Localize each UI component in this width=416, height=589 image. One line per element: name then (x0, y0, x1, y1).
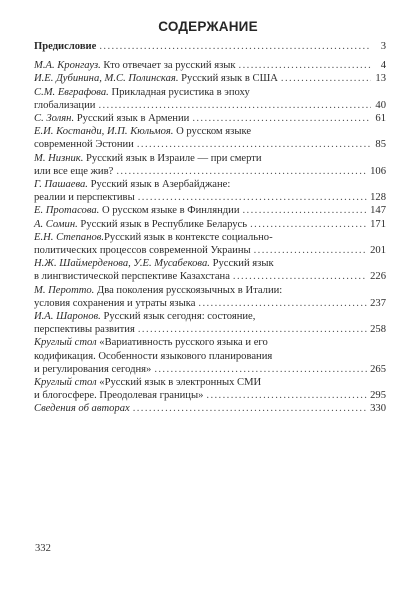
entry-author: С.М. Евграфова. (34, 86, 109, 98)
entry-page-number: 171 (370, 218, 386, 230)
entry-page-number: 147 (370, 205, 386, 217)
toc-entry (34, 284, 386, 310)
entry-page-number: 4 (380, 60, 386, 72)
leader-dots (98, 99, 371, 112)
entry-title: О русском языке (176, 126, 252, 138)
page-number: 332 (35, 543, 51, 554)
entry-page-number: 85 (375, 139, 386, 151)
toc-entry (34, 231, 386, 257)
entry-title: Русский язык в Республике Беларусь (80, 218, 248, 230)
toc-entry (34, 72, 386, 85)
toc-entry (34, 152, 386, 178)
leader-dots (138, 323, 367, 336)
entry-author: Е. Протасова. (34, 205, 100, 217)
entry-title-continued: или все еще жив? (34, 165, 114, 177)
entry-author: М. Перотто. (34, 284, 95, 296)
entry-title-continued: политических процессов современной Украины (34, 245, 251, 257)
entry-author: Круглый стол (34, 337, 97, 349)
entry-title: Русский язык в Азербайджане: (90, 179, 231, 191)
page-title: СОДЕРЖАНИЕ (158, 19, 258, 34)
entry-title: Предисловие (34, 41, 97, 52)
leader-dots (243, 204, 368, 217)
entry-page-number: 128 (370, 192, 386, 204)
entry-title: Русский язык в Израиле — при смерти (86, 152, 262, 164)
toc-entry (34, 218, 386, 231)
entry-title-continued: и регулирования сегодня» (34, 363, 152, 375)
entry-title-continued: современной Эстонии (34, 139, 134, 151)
entry-title: Кто отвечает за русский язык (103, 60, 236, 72)
entry-title-continued: условия сохранения и утраты языка (34, 297, 196, 309)
entry-title: Русский язык сегодня: состояние, (103, 311, 256, 323)
leader-dots (233, 270, 367, 283)
leader-dots (116, 165, 367, 178)
entry-page-number: 3 (380, 41, 386, 52)
entry-page-number: 201 (370, 245, 386, 257)
entry-page-number: 258 (370, 324, 386, 336)
toc-entry (34, 257, 386, 283)
leader-dots (206, 389, 367, 402)
entry-page-number: 226 (370, 271, 386, 283)
entry-page-number: 330 (370, 403, 386, 415)
leader-dots (192, 112, 371, 125)
leader-dots (138, 191, 367, 204)
entry-title-continued: и блогосфере. Преодолевая границы» (34, 390, 204, 402)
entry-title: Два поколения русскоязычных в Италии: (96, 284, 283, 296)
entry-title: Русский язык в контексте социально- (104, 231, 273, 243)
entry-title-continued: в лингвистической перспективе Казахстана (34, 271, 230, 283)
entry-title: Русский язык (212, 258, 274, 270)
entry-title-continued: реалии и перспективы (34, 192, 135, 204)
leader-dots (99, 40, 371, 53)
leader-dots (198, 297, 367, 310)
entry-title-continued: перспективы развития (34, 324, 135, 336)
entry-title-continued: кодификация. Особенности языкового планирования (34, 350, 273, 362)
entry-page-number: 265 (370, 363, 386, 375)
leader-dots (137, 138, 371, 151)
toc-entry (34, 310, 386, 336)
entry-author: М. Низник. (34, 152, 84, 164)
entry-page-number: 106 (370, 165, 386, 177)
table-of-contents (34, 40, 386, 416)
entry-title: «Русский язык в электронных СМИ (99, 377, 262, 389)
toc-entry (34, 204, 386, 217)
entry-title: «Вариативность русского языка и его (99, 337, 268, 349)
toc-entry (34, 86, 386, 112)
entry-author: М.А. Кронгауз. (34, 60, 101, 72)
entry-author: Е.И. Костанди, И.П. Кюльмоя. (34, 126, 174, 138)
entry-author: С. Золян. (34, 113, 75, 125)
entry-title: О русском языке в Финляндии (101, 205, 240, 217)
toc-entry (34, 112, 386, 125)
entry-page-number: 40 (375, 99, 386, 111)
entry-author: И.Е. Дубинина, М.С. Полинская. (34, 73, 179, 85)
leader-dots (239, 59, 371, 72)
toc-entry (34, 336, 386, 376)
entry-title: Сведения об авторах (34, 403, 130, 415)
leader-dots (133, 402, 367, 415)
entry-page-number: 295 (370, 390, 386, 402)
leader-dots (281, 72, 371, 85)
toc-entry (34, 59, 386, 72)
entry-author: Е.Н. Степанов. (34, 231, 105, 243)
entry-title: Русский язык в США (181, 73, 278, 85)
entry-author: И.А. Шаронов. (34, 311, 101, 323)
toc-entry-authors-info (34, 402, 386, 415)
toc-entry-preface (34, 40, 386, 53)
entry-author: Г. Пашаева. (34, 179, 88, 191)
entry-page-number: 61 (375, 113, 386, 125)
leader-dots (250, 218, 367, 231)
toc-entry (34, 178, 386, 204)
entry-page-number: 237 (370, 297, 386, 309)
entry-title: Русский язык в Армении (76, 113, 190, 125)
entry-page-number: 13 (375, 73, 386, 85)
toc-entry (34, 125, 386, 151)
entry-author: Н.Ж. Шаймерденова, У.Е. Мусабекова. (34, 258, 210, 270)
leader-dots (154, 363, 367, 376)
leader-dots (254, 244, 367, 257)
entry-author: Круглый стол (34, 377, 97, 389)
entry-author: А. Сомин. (34, 218, 78, 230)
entry-title-continued: глобализации (34, 99, 96, 111)
entry-title: Прикладная русистика в эпоху (111, 86, 250, 98)
toc-entry (34, 376, 386, 402)
